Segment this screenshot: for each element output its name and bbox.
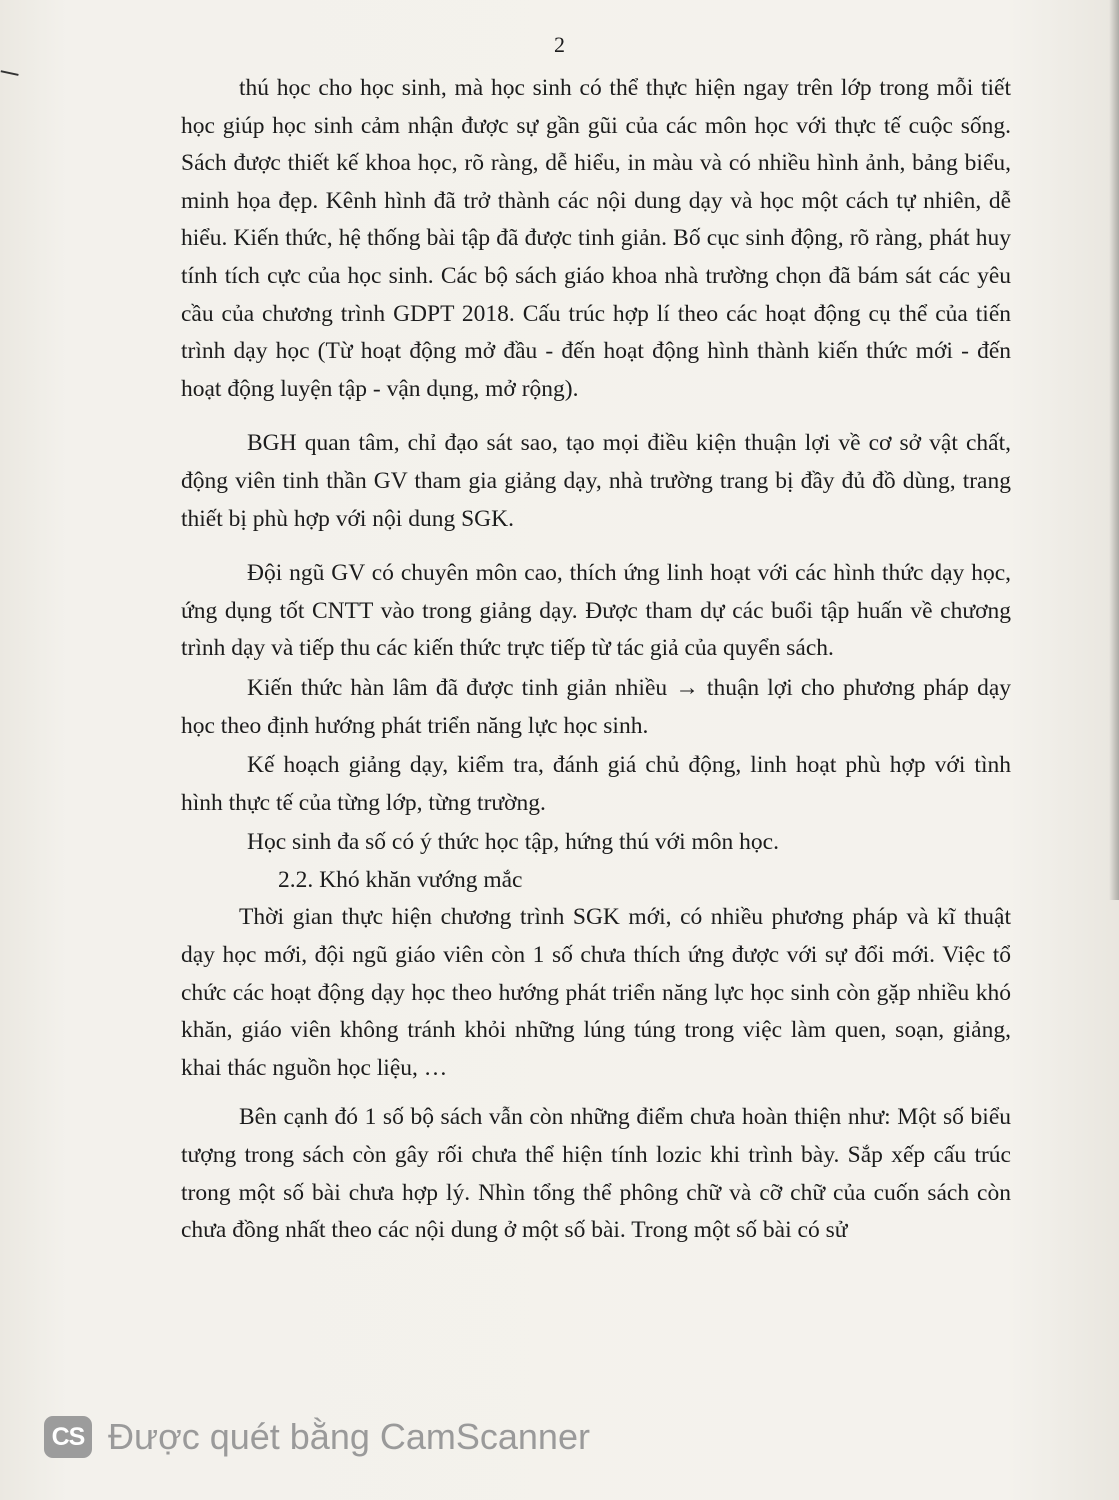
paragraph-knowledge: Kiến thức hàn lâm đã được tinh giản nhiều → thuận lợi cho phương pháp dạy học theo định hướng phát triển năng lực học sinh. [181,674,1011,739]
paragraph-teaching-plan: Kế hoạch giảng dạy, kiểm tra, đánh giá chủ động, linh hoạt phù hợp với tình hình thực tế của từng lớp, từng trường. [181,752,1011,816]
paragraph-difficulties: Thời gian thực hiện chương trình SGK mới, có nhiều phương pháp và kĩ thuật dạy học mới, đội ngũ giáo viên còn 1 số chưa thích ứng được với sự đổi mới. Việc tổ chức các hoạt động dạy học theo hướng phát triển năng lực học sinh còn gặp nhiều khó khăn, giáo viên không tránh khỏi những lúng túng trong việc làm quen, soạn, giảng, khai thác nguồn học liệu, … [181,904,1011,1081]
watermark-text: Được quét bằng CamScanner [108,1416,590,1457]
paragraph-book-issues: Bên cạnh đó 1 số bộ sách vẫn còn những điểm chưa hoàn thiện như: Một số biểu tượng trong sách còn gây rối chưa thể hiện tính lozic khi trình bày. Sắp xếp cấu trúc trong một số bài chưa hợp lý. Nhìn tổng thể phông chữ và cỡ chữ của cuốn sách còn chưa đồng nhất theo các nội dung ở một số bài. Trong một số bài có sử [181,1104,1011,1244]
camscanner-watermark [44,1414,590,1460]
paragraph-students: Học sinh đa số có ý thức học tập, hứng thú với môn học. [247,829,779,856]
paragraph-teacher-team: Đội ngũ GV có chuyên môn cao, thích ứng linh hoạt với các hình thức dạy học, ứng dụng tốt CNTT vào trong giảng dạy. Được tham dự các buổi tập huấn về chương trình dạy và tiếp thu các kiến thức trực tiếp từ tác giả của quyển sách. [181,560,1011,662]
paragraph-sgk-features: thú học cho học sinh, mà học sinh có thể thực hiện ngay trên lớp trong mỗi tiết học giúp học sinh cảm nhận được sự gần gũi của các môn học với thực tế cuộc sống. Sách được thiết kế khoa học, rõ ràng, dễ hiểu, in màu và có nhiều hình ảnh, bảng biểu, minh họa đẹp. Kênh hình đã trở thành các nội dung dạy và học một cách tự nhiên, dễ hiểu. Kiến thức, hệ thống bài tập đã được tinh giản. Bố cục sinh động, rõ ràng, phát huy tính tích cực của học sinh. Các bộ sách giáo khoa nhà trường chọn đã bám sát các yêu cầu của chương trình GDPT 2018. Cấu trúc hợp lí theo các hoạt động cụ thể của tiến trình dạy học (Từ hoạt động mở đầu - đến hoạt động hình thành kiến thức mới - đến hoạt động luyện tập - vận dụng, mở rộng). [181,75,1011,402]
page-edge-shadow [1109,0,1119,900]
corner-mark [0,70,19,82]
section-heading: 2.2. Khó khăn vướng mắc [278,866,523,893]
document-body [181,70,1011,1250]
page-number: 2 [554,32,565,57]
paragraph-bgh-support: BGH quan tâm, chỉ đạo sát sao, tạo mọi điều kiện thuận lợi về cơ sở vật chất, động viên tinh thần GV tham gia giảng dạy, nhà trường trang bị đầy đủ đồ dùng, trang thiết bị phù hợp với nội dung SGK. [181,430,1011,532]
camscanner-logo-icon: CS [44,1416,92,1458]
